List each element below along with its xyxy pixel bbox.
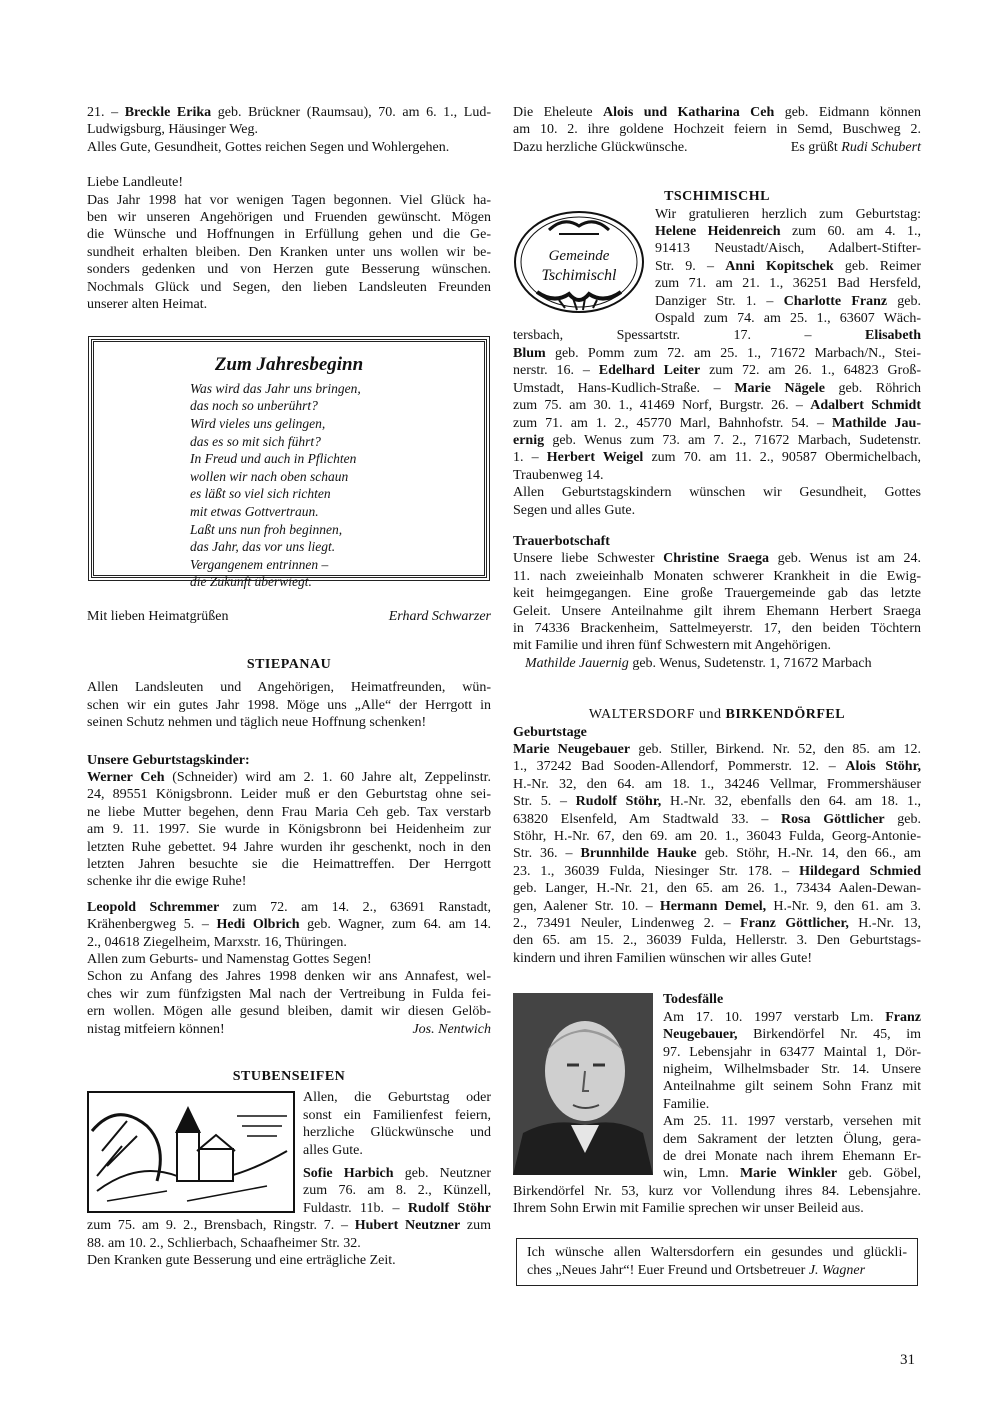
page-number: 31 bbox=[900, 1352, 915, 1368]
tschimischl-heading: TSCHIMISCHL bbox=[664, 189, 770, 205]
church-sketch-illustration bbox=[87, 1091, 295, 1213]
poem-line: wollen wir nach oben schaun bbox=[190, 468, 349, 484]
tschimischl-entries: Wir gratulieren herzlich zum Geburtstag: Helene Heidenreich zum 60. am 4. 1., 91413 Neustadt/Aisch, Adalbert-Stifter- Str. 9. – Anni Kopitschek geb. Reimer zum 71. am 21. 1., 36251 Bad Hersfeld, Danziger Str. 1. – Charlotte Franz geb. Ospald zum 74. am 25. 1., 63607 Wäch- tersbach, Spessartstr. 17. – Elisabeth Blum geb. Pomm zum 72. am 25. 1., 71672 Marbach/N., Stei- nerstr. 16. – Edelhard Leiter zum 72. am 26. 1., 64823 Groß- Umstadt, Hans-Kudlich-Straße. – Marie Nägele geb. Röhrich zum 75. am 30. 1., 41469 Norf, Burgstr. 26. – Adalbert Schmidt zum 71. am 1. 2., 45770 Marl, Bahnhofstr. 54. – Mathilde Jau- ernig geb. Wenus zum 73. am 7. 2., 71672 Marbach, Sudetenstr. 1. – Herbert Weigel zum 70. am 11. 2., 90587 Obermichelbach, Traubenweg 14. Allen Geburtstagskindern wünschen wir Gesundheit, Gottes Segen und alles Gute. bbox=[513, 206, 921, 518]
greeting-row: Mit lieben Heimatgrüßen Erhard Schwarzer bbox=[87, 609, 491, 625]
stubenseifen-heading: STUBENSEIFEN bbox=[232, 1069, 346, 1084]
poem-line: es läßt so viel sich richten bbox=[190, 486, 331, 502]
waltersdorf-entries: Marie Neugebauer geb. Stiller, Birkend. Nr. 52, den 85. am 12. 1., 37242 Bad Sooden-Allendorf, Pommerstr. 12. – Alois Stöhr, H.-Nr. 32, den 64. am 18. 1., 34246 Vellmar, Frommershäuser Str. 5. – Rudolf Stöhr, H.-Nr. 32, ebenfalls den 64. am 18. 1., 63820 Elsenfeld, Am Stadtwald 33. – Rosa Göttlicher geb. Stöhr, H.-Nr. 67, den 69. am 20. 1., 36043 Fulda, Georg-Antonie- Str. 36. – Brunnhilde Hauke geb. Stöhr, H.-Nr. 14, den 66., am 23. 1., 36039 Fulda, Niesinger Str. 178. – Hildegard Schmied geb. Langer, H.-Nr. 21, den 65. am 26. 1., 73434 Aalen-Dewan- gen, Aalener Str. 10. – Hermann Demel, H.-Nr. 9, den 61. am 3. 2., 73491 Neuler, Lindenweg 2. – Franz Göttlicher, H.-Nr. 13, den 65. am 15. 2., 36039 Fulda, Hellerstr. 3. Den Geburtstags- kindern und ihren Familien wünschen wir alles Gute! bbox=[513, 742, 921, 966]
svg-text:Tschimischl: Tschimischl bbox=[541, 266, 617, 284]
poem-line: das noch so unberührt? bbox=[190, 398, 318, 414]
stubenseifen-entries: Allen, die Geburtstag oder sonst ein Familienfest feiern, herzliche Glückwünsche und alles Gute. Sofie Harbich geb. Neutzner zum 76. am 8. 2., Künzell, Fuldastr. 11b. – Rudolf Stöhr zum 75. am 9. 2., Brensbach, Ringstr. 7. – Hubert Neutzner zum 88. am 10. 2., Schlierbach, Schaafheimer Str. 32. Den Kranken gute Besserung und eine erträgliche Zeit. bbox=[87, 1090, 491, 1269]
poem-line: Laßt uns nun froh beginnen, bbox=[190, 521, 343, 537]
letter: Liebe Landleute! Das Jahr 1998 hat vor wenigen Tagen begonnen. Viel Glück ha- ben wir unseren Angehörigen und Fruenden gewünscht. Mögen die Wünsche und Hoffnungen in Erfüllung gehen und die Ge- sundheit erhalten bleiben. Den Kranken unter uns wollen wir be- sonders gedenken und von Herzen gute Besserung wünschen. Nochmals Glück und Segen, den lieben Landsleuten Freunden unserer alten Heimat. bbox=[87, 175, 491, 313]
trauer-text: Unsere liebe Schwester Christine Sraega geb. Wenus ist am 24. 11. nach zweieinhalb Monaten schwerer Krankheit in die Ewig- keit heimgegangen. Eine große Trauergemeinde gab das letzte Geleit. Unsere Anteilnahme gilt ihrem Ehemann Herbert Sraega in 74336 Brackenheim, Sattelmeyerstr. 17, den beiden Töchtern mit Familie und ihren fünf Schwestern mit Angehörigen. Mathilde Jauernig geb. Wenus, Sudetenstr. 1, 71672 Marbach bbox=[513, 551, 921, 671]
poem-line: Vergangenem entrinnen – bbox=[190, 556, 329, 572]
poem-line: die Zukunft überwiegt. bbox=[190, 574, 312, 590]
ceh-anniversary: Die Eheleute Alois und Katharina Ceh geb. Eidmann können am 10. 2. ihre goldene Hochzeit feiern in Semd, Buschweg 2. bbox=[513, 105, 921, 138]
nentwich-row: nistag mitfeiern können! Jos. Nentwich bbox=[87, 1021, 491, 1037]
stiepanau-intro: Allen Landsleuten und Angehörigen, Heimatfreunden, wün- schen wir ein gutes Jahr 1998. Möge uns „Alle“ der Herrgott in seinen Schutz nehmen und täglich neue Hoffnung schenken! bbox=[87, 680, 491, 731]
svg-text:Gemeinde: Gemeinde bbox=[548, 247, 610, 264]
portrait-photo bbox=[513, 993, 653, 1175]
right-column bbox=[513, 104, 921, 1286]
poem-title: Zum Jahresbeginn bbox=[214, 354, 364, 376]
waltersdorf-heading: WALTERSDORF und BIRKENDÖRFEL bbox=[588, 707, 846, 723]
poem-box bbox=[91, 339, 487, 590]
schremmer-entry: Leopold Schremmer zum 72. am 14. 2., 63691 Ranstadt, Krähenbergweg 5. – Hedi Olbrich geb. Wagner, zum 64. am 14. 2., 04618 Ziegelheim, Marxstr. 16, Thüringen. Allen zum Geburts- und Namenstag Gottes Segen! Schon zu Anfang des Jahres 1998 denken wir ans Annafest, wel- ches wir zum fünfzigsten Mal nach der Vertreibung in Fulda fei- ern wollen. Mögen alle gesund bleiben, damit wir diesen Gelöb- bbox=[87, 899, 491, 1020]
poem-line: In Freud und auch in Pflichten bbox=[190, 451, 357, 467]
stiepanau-heading: STIEPANAU bbox=[246, 656, 332, 672]
schubert-row: Dazu herzliche Glückwünsche. Es grüßt Rudi Schubert bbox=[513, 139, 921, 155]
left-column bbox=[87, 104, 491, 1269]
todesfaelle-entries: Todesfälle Am 17. 10. 1997 verstarb Lm. Franz Neugebauer, Birkendörfel Nr. 45, im 97. Lebensjahr in 63477 Maintal 1, Dör- nigheim, Wilhelmsbader Str. 14. Unsere Anteilnahme gilt seinem Sohn Franz mit Familie. Am 25. 11. 1997 verstarb, versehen mit dem Sakrament der letzten Ölung, gera- de drei Monate nach ihrem Ehemann Er- win, Lmn. Marie Winkler geb. Göbel, Birkendörfel Nr. 53, kurz vor Vollendung ihres 84. Lebensjahre. Ihrem Sohn Erwin mit Familie sprechen wir unser Beileid aus. bbox=[513, 992, 921, 1217]
poem-line: Wird vieles uns gelingen, bbox=[190, 416, 326, 432]
wagner-greeting-box: Ich wünsche allen Waltersdorfern ein gesundes und glückli- ches „Neues Jahr“! Euer Freund und Ortsbetreuer J. Wagner bbox=[516, 1238, 918, 1286]
tschimischl-seal-illustration bbox=[509, 208, 649, 316]
poem-line: das Jahr, das vor uns liegt. bbox=[190, 539, 336, 555]
birthday-subhead: Unsere Geburtstagskinder: bbox=[87, 752, 250, 768]
poem-line: das es so mit sich führt? bbox=[190, 433, 321, 449]
ceh-entry: Werner Ceh (Schneider) wird am 2. 1. 60 Jahre alt, Zeppelinstr. 24, 89551 Königsbronn. Leider muß er den Geburtstag ohne sei- ne liebe Mutter begehen, denn Frau Maria Ceh geb. Tax verstarb am 9. 11. 1997. Sie wurde in Königsbronn bei Heidenheim zur letzten Ruhe gebettet. 94 Jahre wurden ihr geschenkt, noch in den letzten Jahren besuchte sie die Heimattreffen. Der Herrgott schenke ihr die ewige Ruhe! bbox=[87, 769, 491, 890]
geburtstage-subhead: Geburtstage bbox=[513, 724, 587, 740]
poem-line: mit etwas Gottvertraun. bbox=[190, 504, 319, 520]
breckle-entry: 21. – Breckle Erika geb. Brückner (Raumsau), 70. am 6. 1., Lud- Ludwigsburg, Häusinger Weg. Alles Gute, Gesundheit, Gottes reichen Segen und Wohlergehen. bbox=[87, 105, 491, 155]
poem-line: Was wird das Jahr uns bringen, bbox=[190, 380, 361, 396]
trauer-heading: Trauerbotschaft bbox=[513, 533, 610, 549]
